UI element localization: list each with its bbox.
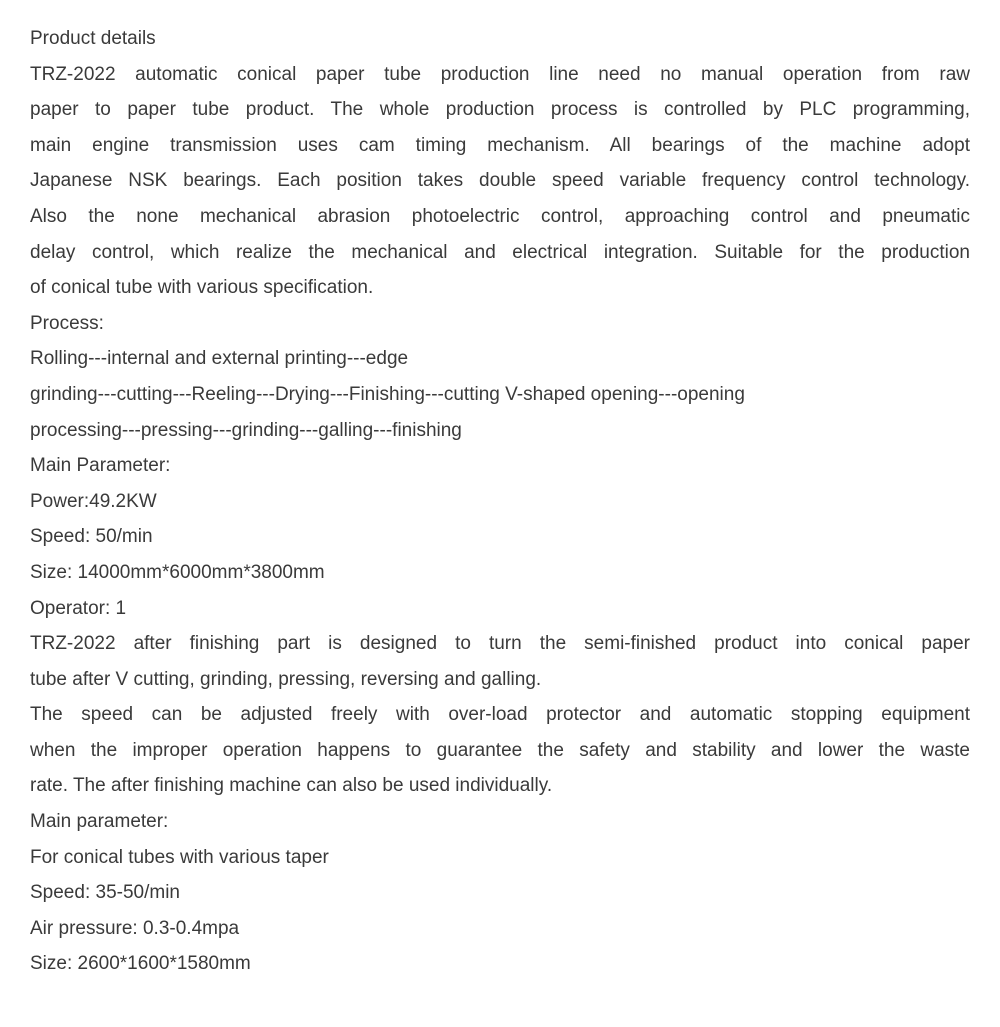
text-line: Speed: 35-50/min	[30, 882, 180, 904]
text-line: tube after V cutting, grinding, pressing, reversing and galling.	[30, 668, 542, 690]
text-line: when the improper operation happens to guarantee the safety and stability and lower the waste	[30, 739, 970, 761]
text-line: Power:49.2KW	[30, 490, 157, 512]
text-line: Main parameter:	[30, 811, 169, 833]
text-line: Rolling---internal and external printing---edge	[30, 348, 409, 370]
text-line: Also the none mechanical abrasion photoelectric control, approaching control and pneumatic	[30, 205, 970, 227]
text-line: Size: 2600*1600*1580mm	[30, 953, 251, 975]
text-line: Air pressure: 0.3-0.4mpa	[30, 917, 240, 939]
text-line: grinding---cutting---Reeling---Drying---Finishing---cutting V-shaped opening---opening	[30, 383, 745, 405]
text-line: For conical tubes with various taper	[30, 846, 329, 868]
text-line: TRZ-2022 after finishing part is designed to turn the semi-finished product into conical paper	[30, 633, 970, 655]
text-line: main engine transmission uses cam timing mechanism. All bearings of the machine adopt	[30, 134, 970, 156]
text-line: paper to paper tube product. The whole production process is controlled by PLC programming,	[30, 99, 970, 121]
text-line: delay control, which realize the mechanical and electrical integration. Suitable for the production	[30, 241, 970, 263]
text-line: Speed: 50/min	[30, 526, 153, 548]
text-line: processing---pressing---grinding---galling---finishing	[30, 419, 462, 441]
text-line: TRZ-2022 automatic conical paper tube production line need no manual operation from raw	[30, 63, 970, 85]
page-title: Product details	[30, 28, 156, 49]
text-line: of conical tube with various specification.	[30, 277, 374, 299]
text-line: Japanese NSK bearings. Each position takes double speed variable frequency control technology.	[30, 170, 970, 192]
text-line: Main Parameter:	[30, 455, 171, 477]
text-lines-container	[30, 57, 970, 982]
text-line: Size: 14000mm*6000mm*3800mm	[30, 561, 325, 583]
text-line: rate. The after finishing machine can also be used individually.	[30, 775, 553, 797]
text-line: Operator: 1	[30, 597, 127, 619]
text-line: Process:	[30, 312, 104, 334]
text-line: The speed can be adjusted freely with over-load protector and automatic stopping equipment	[30, 704, 970, 726]
